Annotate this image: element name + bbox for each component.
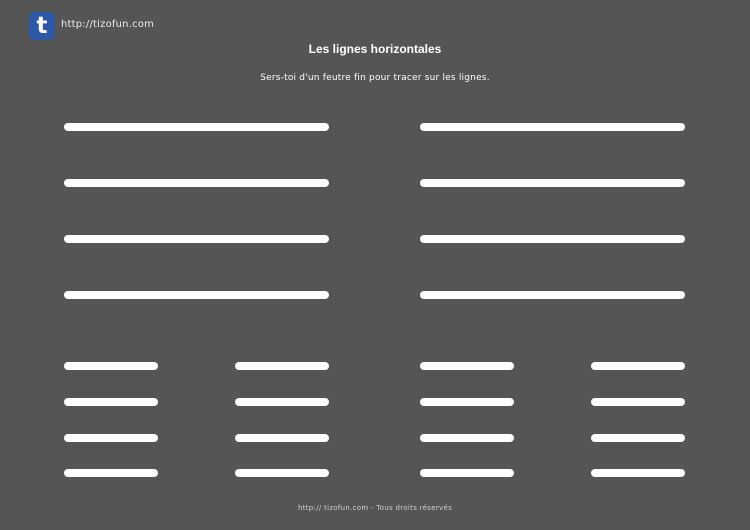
short-tracing-line — [235, 398, 329, 406]
tizofun-logo[interactable] — [29, 12, 55, 40]
short-tracing-line — [591, 434, 685, 442]
short-tracing-line — [235, 434, 329, 442]
short-tracing-line — [64, 434, 158, 442]
tracing-line — [420, 235, 685, 243]
short-tracing-line — [591, 398, 685, 406]
tracing-line — [64, 179, 329, 187]
short-tracing-line — [591, 362, 685, 370]
tracing-line — [64, 123, 329, 131]
short-tracing-line — [420, 469, 514, 477]
short-tracing-line — [235, 469, 329, 477]
short-tracing-line — [64, 362, 158, 370]
tracing-line — [420, 179, 685, 187]
tracing-line — [64, 235, 329, 243]
copyright-footer: http:// tizofun.com - Tous droits réservés — [297, 504, 453, 512]
tracing-line — [64, 291, 329, 299]
logo-letter: t — [36, 13, 48, 39]
short-tracing-line — [235, 362, 329, 370]
short-tracing-line — [591, 469, 685, 477]
short-tracing-line — [420, 362, 514, 370]
worksheet-title: Les lignes horizontales — [308, 42, 442, 56]
tracing-line — [420, 291, 685, 299]
site-url[interactable]: http://tizofun.com — [61, 19, 155, 30]
short-tracing-line — [64, 469, 158, 477]
worksheet-instruction: Sers-toi d'un feutre fin pour tracer sur les lignes. — [260, 73, 490, 83]
tracing-line — [420, 123, 685, 131]
short-tracing-line — [420, 398, 514, 406]
short-tracing-line — [420, 434, 514, 442]
short-tracing-line — [64, 398, 158, 406]
